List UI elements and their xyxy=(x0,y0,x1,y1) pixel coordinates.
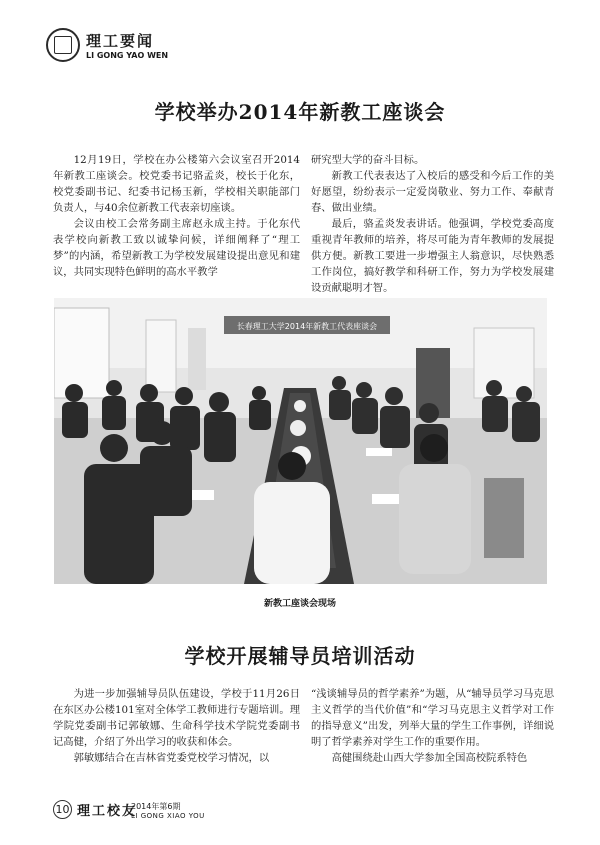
article2-column-right xyxy=(311,686,554,766)
article2-paragraph-continued: “浅谈辅导员的哲学素养”为题，从“辅导员学习马克思主义哲学的当代价值”和“学习马克思主义哲学对工作的指导意义”出发，列举大量的学生工作事例，详细说明了哲学素养对学生工作的重要作用。 xyxy=(311,688,554,748)
photo-banner-text: 长春理工大学2014年新教工代表座谈会 xyxy=(236,322,378,331)
article1-column-right xyxy=(311,152,554,296)
photo-caption: 新教工座谈会现场 xyxy=(263,599,336,609)
section-subtitle: LI GONG YAO WEN xyxy=(86,51,169,60)
article1-paragraph: 会议由校工会常务副主席赵永成主持。于化东代表学校向新教工致以诚挚问候，详细阐释了“理工梦”的内涵，希望新教工为学校发展建设提出意见和建议，共同实现特色鲜明的高水平教学 xyxy=(53,218,300,278)
magazine-name: 理工校友 xyxy=(77,804,138,819)
article2-paragraph: 高健围绕赴山西大学参加全国高校院系特色 xyxy=(331,752,528,764)
magazine-subtitle: LI GONG XIAO YOU xyxy=(131,812,205,820)
article1-column-left xyxy=(53,152,300,280)
article1-paragraph-continued: 研究型大学的奋斗目标。 xyxy=(311,154,425,166)
article1-paragraph: 最后，骆孟炎发表讲话。他强调，学校党委高度重视青年教师的培养，将尽可能为青年教师的发展提供方便。新教工要进一步增强主人翁意识，尽快熟悉工作岗位，搞好教学和科研工作，努力为学校发展建设贡献聪明才智。 xyxy=(311,218,554,294)
article2-paragraph: 郭敏娜结合在吉林省党委党校学习情况，以 xyxy=(73,752,270,764)
article1-paragraph: 12月19日，学校在办公楼第六会议室召开2014年新教工座谈会。校党委书记骆孟炎，校长于化东，校党委副书记、纪委书记杨玉新，学校相关职能部门负责人，与40余位新教工代表亲切座谈。 xyxy=(53,154,300,214)
article2-title: 学校开展辅导员培训活动 xyxy=(184,644,416,668)
article2-column-left xyxy=(53,686,300,766)
article1-title: 学校举办2014年新教工座谈会 xyxy=(154,100,446,124)
issue-label: 2014年第6期 xyxy=(131,802,181,811)
meeting-photo xyxy=(54,298,547,584)
page-number: 10 xyxy=(53,800,72,819)
article1-paragraph: 新教工代表表达了入校后的感受和今后工作的美好愿望，纷纷表示一定爱岗敬业、努力工作、奉献青春、做出业绩。 xyxy=(311,170,554,214)
section-title: 理工要闻 xyxy=(86,32,155,50)
university-seal-logo xyxy=(46,28,80,62)
article2-paragraph: 为进一步加强辅导员队伍建设，学校于11月26日在东区办公楼101室对全体学工教师进行专题培训。理学院党委副书记郭敏娜、生命科学技术学院党委副书记高健，介绍了外出学习的收获和体会。 xyxy=(53,688,300,748)
